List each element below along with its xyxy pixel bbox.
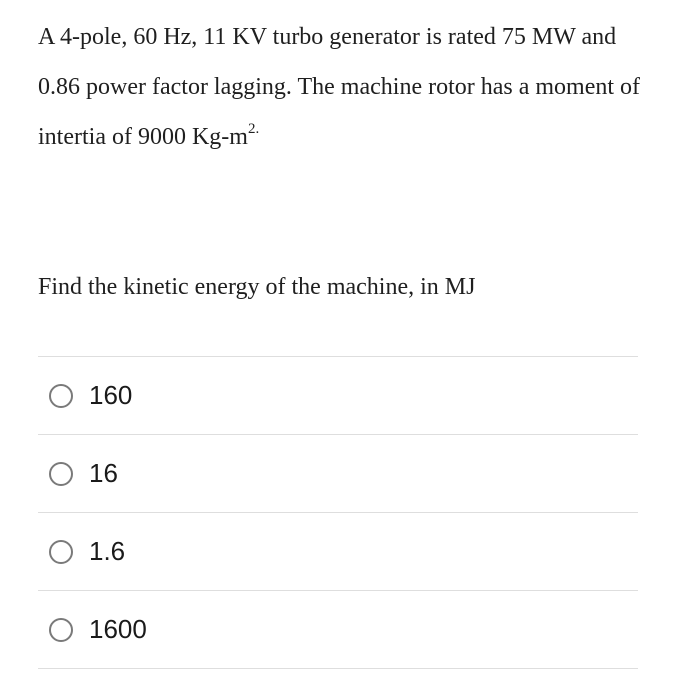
radio-button-icon[interactable] — [49, 540, 73, 564]
answer-option-2[interactable] — [38, 435, 638, 513]
option-label: 16 — [89, 458, 118, 488]
radio-button-icon[interactable] — [49, 384, 73, 408]
radio-button-icon[interactable] — [49, 462, 73, 486]
answer-options — [38, 356, 638, 669]
question-prompt: Find the kinetic energy of the machine, in MJ — [38, 274, 476, 300]
answer-option-4[interactable] — [38, 591, 638, 669]
question-body: A 4-pole, 60 Hz, 11 KV turbo generator is rated 75 MW and 0.86 power factor lagging. The machine rotor has a moment of intertia of 9000 Kg-m — [38, 24, 641, 150]
answer-option-1[interactable] — [38, 357, 638, 435]
radio-button-icon[interactable] — [49, 618, 73, 642]
answer-option-3[interactable] — [38, 513, 638, 591]
question-text — [38, 12, 648, 162]
option-label: 1.6 — [89, 536, 126, 566]
option-label: 1600 — [89, 614, 147, 644]
option-label: 160 — [89, 380, 133, 410]
question-superscript: 2. — [247, 121, 260, 137]
